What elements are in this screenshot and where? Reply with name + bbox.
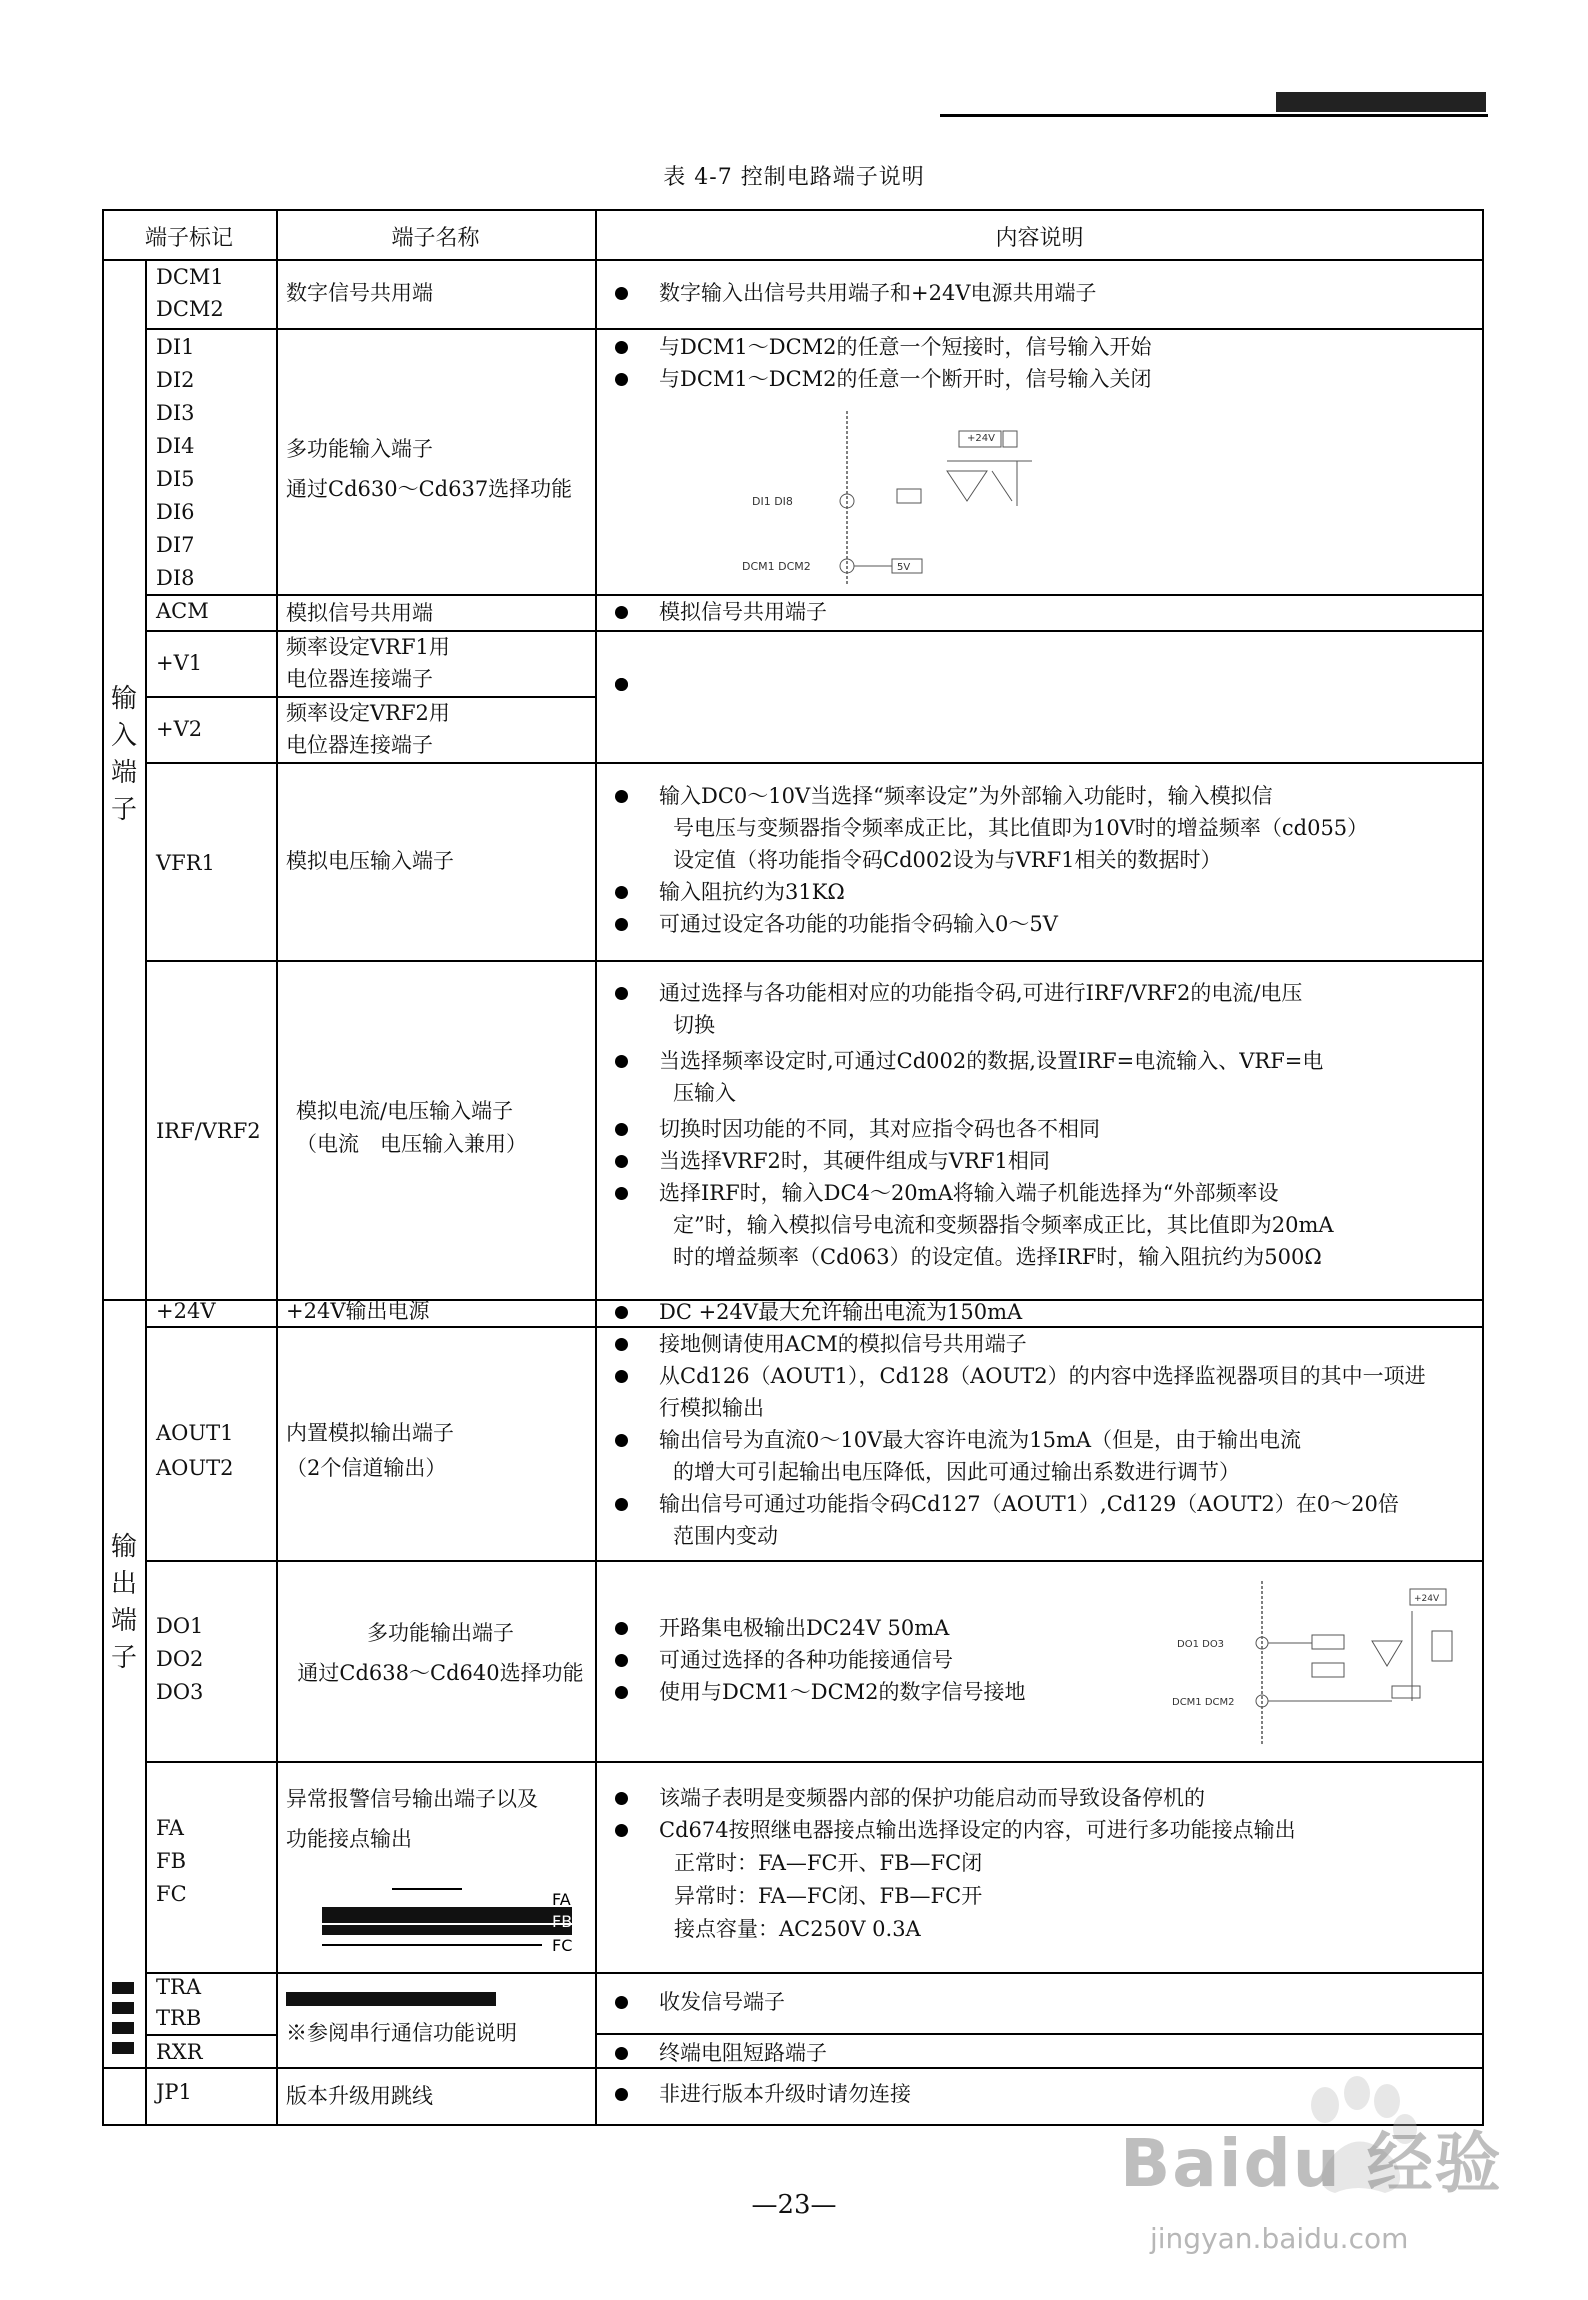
desc-irf-vrf2: 通过选择与各功能相对应的功能指令码,可进行IRF/VRF2的电流/电压 切换 当选择频率设定时,可通过Cd002的数据,设置IRF=电流输入、VRF=电 压输入 切换时因功能的不同，其对应指令码也各不相同 当选择VRF2时，其硬件组成与VRF1相同 选择IRF时，输入DC4～20mA将输入端子机能选择为“外部频率设 定”时，输入模拟信号电流和变频器指令频率成正比，其比值即为20mA 时的增益频率（Cd063）的设定值。选择IRF时，输入阻抗约为500Ω	[595, 977, 1334, 1273]
desc-tra-trb: 收发信号端子	[595, 1986, 785, 2018]
row-rule	[145, 1761, 1484, 1763]
header-mark: 端子标记	[144, 226, 233, 251]
desc-aout: 接地侧请使用ACM的模拟信号共用端子 从Cd126（AOUT1），Cd128（AOUT2）的内容中选择监视器项目的其中一项进 行模拟输出 输出信号为直流0～10V最大容许电流为15mA（但是，由于输出电流 的增大可引起输出电压降低，因此可通过输出系数进行调节） 输出信号可通过功能指令码Cd127（AOUT1）,Cd129（AOUT2）在0～20倍 范围内变动	[595, 1328, 1426, 1552]
column-rule	[276, 209, 278, 2126]
redaction-mark	[112, 2042, 134, 2054]
name-jp1: 版本升级用跳线	[286, 2084, 433, 2108]
mark-v2: +V2	[156, 717, 203, 741]
name-24v: +24V输出电源	[286, 1299, 430, 1323]
row-rule	[145, 762, 1484, 764]
svg-text:DO1 DO3: DO1 DO3	[1177, 1639, 1225, 1650]
header-name: 端子名称	[391, 226, 480, 251]
name-irf-vrf2: 模拟电流/电压输入端子 （电流 电压输入兼用）	[296, 1099, 527, 1156]
group-output-terminals	[104, 1529, 144, 1677]
mark-di: DI1 DI2 DI3 DI4 DI5 DI6 DI7 DI8	[156, 335, 195, 590]
svg-text:FB: FB	[552, 1912, 573, 1931]
output-circuit-diagram	[1172, 1571, 1472, 1751]
svg-text:+24V: +24V	[1414, 1594, 1440, 1604]
svg-text:5V: 5V	[897, 562, 911, 573]
terminal-table	[102, 209, 1484, 2126]
name-fa-fb-fc: 异常报警信号输出端子以及 功能接点输出	[286, 1787, 538, 1851]
name-v2: 频率设定VRF2用 电位器连接端子	[286, 701, 450, 757]
mark-irf-vrf2: IRF/VRF2	[156, 1119, 261, 1143]
desc-vfr1: 输入DC0～10V当选择“频率设定”为外部输入功能时，输入模拟信 号电压与变频器指令频率成正比，其比值即为10V时的增益频率（cd055） 设定值（将功能指令码Cd002设为与VRF1相关的数据时） 输入阻抗约为31KΩ 可通过设定各功能的功能指令码输入0～5V	[595, 780, 1368, 940]
watermark-brand: Baidu 经验	[1120, 2125, 1503, 2202]
table-border	[102, 209, 104, 2126]
fa-contact-states: 正常时：FA—FC开、FB—FC闭 异常时：FA—FC闭、FB—FC开 接点容量：AC250V 0.3A	[674, 1851, 983, 1941]
redaction-mark	[112, 1982, 134, 1994]
mark-fa-fb-fc: FA FB FC	[156, 1816, 187, 1906]
input-circuit-diagram	[647, 401, 1117, 591]
group-label-char: 子	[110, 1643, 137, 1673]
name-aout: 内置模拟输出端子 （2个信道输出）	[286, 1421, 454, 1480]
name-di: 多功能输入端子 通过Cd630～Cd637选择功能	[286, 437, 573, 501]
redaction-bar	[322, 1925, 572, 1935]
svg-text:DI1 DI8: DI1 DI8	[752, 495, 793, 508]
name-dcm: 数字信号共用端	[286, 281, 433, 305]
group-label-char: 子	[110, 795, 137, 825]
row-rule	[102, 259, 1484, 261]
desc-acm: 模拟信号共用端子	[595, 596, 827, 628]
mark-dcm: DCM1 DCM2	[156, 265, 224, 321]
desc-do: 开路集电极输出DC24V 50mA 可通过选择的各种功能接通信号 使用与DCM1～DCM2的数字信号接地	[595, 1612, 1026, 1708]
desc-dcm: 数字输入出信号共用端子和+24V电源共用端子	[595, 277, 1096, 309]
svg-text:+24V: +24V	[967, 433, 995, 444]
name-vfr1: 模拟电压输入端子	[286, 849, 454, 873]
row-rule	[145, 1560, 1484, 1562]
redaction-mark	[112, 2022, 134, 2034]
name-v1: 频率设定VRF1用 电位器连接端子	[286, 635, 450, 691]
row-rule	[145, 1972, 1484, 1974]
row-rule	[145, 328, 1484, 330]
group-label-char: 端	[110, 758, 137, 788]
table-border	[1482, 209, 1484, 2126]
mark-24v: +24V	[156, 1299, 216, 1323]
mark-rxr: RXR	[156, 2040, 203, 2064]
mark-aout: AOUT1 AOUT2	[156, 1421, 234, 1480]
table-caption: 表 4-7 控制电路端子说明	[663, 165, 925, 190]
page-number: —23—	[751, 2190, 837, 2220]
desc-rxr: 终端电阻短路端子	[595, 2037, 827, 2069]
group-label-char: 出	[110, 1569, 137, 1599]
desc-di: 与DCM1～DCM2的任意一个短接时，信号输入开始 与DCM1～DCM2的任意一个断开时，信号输入关闭	[595, 331, 1152, 395]
watermark-url: jingyan.baidu.com	[1150, 2222, 1409, 2255]
mark-jp1: JP1	[156, 2080, 192, 2104]
table-border	[102, 209, 1484, 211]
relay-contact-diagram	[312, 1881, 582, 1961]
group-label-char: 输	[110, 1532, 137, 1562]
name-do: 多功能输出端子 通过Cd638～Cd640选择功能	[297, 1621, 584, 1685]
mark-vfr1: VFR1	[156, 851, 215, 875]
name-tra-trb: ※参阅串行通信功能说明	[286, 2021, 517, 2045]
mark-v1: +V1	[156, 651, 203, 675]
header-rule	[940, 114, 1488, 117]
group-label-char: 端	[110, 1606, 137, 1636]
desc-fa-fb-fc: 该端子表明是变频器内部的保护功能启动而导致设备停机的 Cd674按照继电器接点输出选择设定的内容，可进行多功能接点输出	[595, 1782, 1296, 1846]
desc-24v: DC +24V最大允许输出电流为150mA	[595, 1296, 1022, 1328]
redaction-bar	[286, 1992, 496, 2006]
group-label-char: 输	[110, 684, 137, 714]
header-bar-block	[1276, 92, 1486, 112]
desc-jp1: 非进行版本升级时请勿连接	[595, 2078, 911, 2110]
svg-text:FC: FC	[552, 1936, 573, 1955]
group-input-terminals	[104, 681, 144, 829]
row-rule	[145, 960, 1484, 962]
group-label-char: 入	[110, 721, 137, 751]
redaction-mark	[112, 2002, 134, 2014]
mark-acm: ACM	[156, 599, 209, 623]
name-acm: 模拟信号共用端	[286, 601, 433, 625]
redaction-bar	[322, 1907, 572, 1923]
svg-text:DCM1 DCM2: DCM1 DCM2	[742, 560, 811, 573]
mark-do: DO1 DO2 DO3	[156, 1614, 204, 1704]
svg-text:DCM1 DCM2: DCM1 DCM2	[1172, 1697, 1235, 1708]
mark-tra-trb: TRA TRB	[156, 1975, 202, 2030]
column-rule	[145, 260, 147, 2126]
svg-text:FA: FA	[552, 1890, 571, 1909]
header-desc: 内容说明	[995, 226, 1084, 251]
row-rule	[595, 2033, 1484, 2035]
